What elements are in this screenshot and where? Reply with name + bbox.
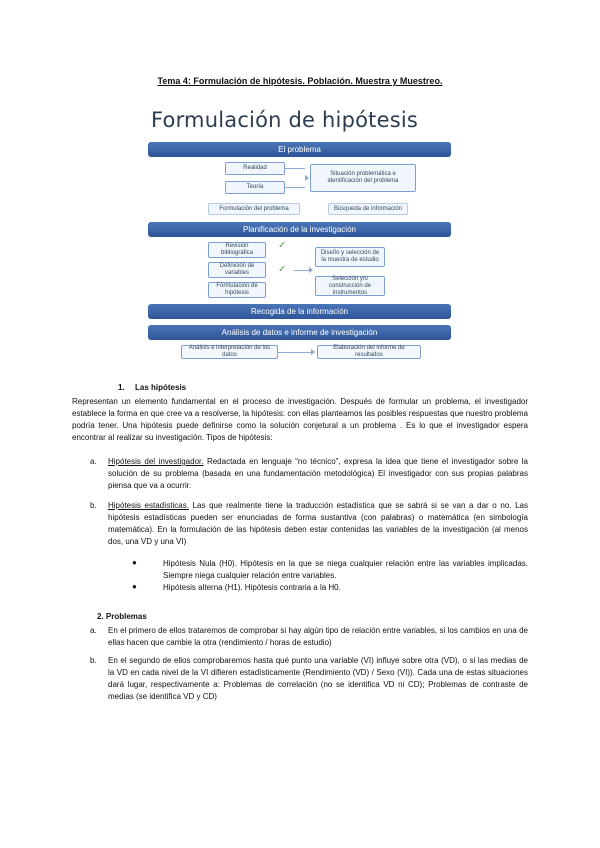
term-estadisticas: Hipótesis estadísticas. bbox=[108, 501, 189, 510]
problem-contrast: En el segundo de ellos comprobaremos hasta qué punto una variable (VI) influye sobre otra (VD), o si las medias de la VD en cada nivel de la VI difieren estadísticamente (Rendimiento (VD) / Sexo (VI)). Cada una de estas situaciones dará lugar, respectivamente a: Problemas de correlación (no se identifica VD ni CD); Problemas de contraste de medias (se identifica VD y CD) bbox=[108, 656, 528, 701]
term-investigador: Hipótesis del investigador. bbox=[108, 457, 204, 466]
section1-heading: Las hipótesis bbox=[135, 383, 187, 392]
list-marker-b: b. bbox=[90, 501, 97, 510]
box-analisis-interpretacion: Análisis e interpretación de los datos bbox=[181, 345, 278, 359]
check-icon: ✓ bbox=[278, 240, 287, 251]
hypothesis-statistical bbox=[108, 500, 528, 548]
connector bbox=[278, 352, 313, 353]
bar-el-problema: El problema bbox=[148, 142, 451, 157]
box-formulacion-problema: Formulación del problema bbox=[208, 203, 300, 215]
box-teoria: Teoría bbox=[225, 181, 285, 194]
box-definicion: Definición de variables bbox=[208, 262, 266, 278]
list-marker-b2: b. bbox=[90, 656, 97, 665]
box-situacion: Situación problemática e identificación del problema bbox=[310, 164, 416, 192]
bar-analisis: Análisis de datos e informe de investigación bbox=[148, 325, 451, 340]
process-diagram bbox=[145, 104, 457, 366]
term-investigador-text: Redactada en lenguaje “no técnico”, expresa la idea que tiene el investigador sobre la solución de su problema (basada en una fundamentación metodológica) El investigador con sus propias palabras piensa que va a ocurrir. bbox=[108, 457, 528, 490]
box-realidad: Realidad bbox=[225, 162, 285, 175]
box-formulacion-hipotesis: Formulación de hipótesis bbox=[208, 282, 266, 298]
connector bbox=[294, 270, 309, 271]
list-marker-a: a. bbox=[90, 457, 97, 466]
section1-intro: Representan un elemento fundamental en el proceso de investigación. Después de formular un problema, el investigador establece la forma en que cree va a resolverse, la hipótesis: con ellas planteamos las posibles respuestas que nuestro problema podría tener. Una hipótesis puede definirse como la solución conjetural a un problema . Es lo que el investigador espera encontrar al realizar su investigación. Tipos de hipótesis: bbox=[72, 397, 528, 442]
hypothesis-investigator bbox=[108, 456, 528, 492]
term-estadisticas-text: Las que realmente tiene la traducción estadística que se sabrá si se van a dar o no. Las hipótesis estadísticas pueden ser enunciadas de forma sustantiva (con palabras) o matemática (en simbología matemática). En la formulación de las hipótesis deben estar contenidas las variables de la investigación (al menos dos, una VD y una VI) bbox=[108, 501, 528, 546]
bullet-hipotesis-alterna: Hipótesis alterna (H1). Hipótesis contraria a la H0. bbox=[163, 583, 341, 592]
problem-correlation: En el primero de ellos trataremos de comprobar si hay algún tipo de relación entre variables, si los cambios en una de ellas hacen que cambie la otra (rendimiento / horas de estudio) bbox=[108, 626, 528, 647]
bar-planificacion: Planificación de la investigación bbox=[148, 222, 451, 237]
list-marker-a2: a. bbox=[90, 626, 97, 635]
bullet-icon: ● bbox=[132, 558, 137, 567]
box-revision: Revisión bibliográfica bbox=[208, 242, 266, 258]
diagram-title: Formulación de hipótesis bbox=[151, 108, 419, 132]
check-icon: ✓ bbox=[278, 264, 287, 275]
bar-recogida: Recogida de la información bbox=[148, 304, 451, 319]
connector bbox=[285, 187, 305, 188]
box-elaboracion-informe: Elaboración del informe de resultados bbox=[317, 345, 421, 359]
bullet-hipotesis-nula: Hipótesis Nula (H0). Hipótesis en la que se niega cualquier relación entre las variables implicadas. Siempre niega cualquier relación entre variables. bbox=[163, 559, 528, 580]
box-busqueda: Búsqueda de información bbox=[328, 203, 408, 215]
bullet-icon: ● bbox=[132, 582, 137, 591]
section2-heading: 2. Problemas bbox=[97, 612, 147, 621]
arrow-icon bbox=[311, 349, 315, 355]
box-seleccion: Selección y/o construcción de instrumentos bbox=[315, 276, 385, 296]
box-diseno: Diseño y selección de la muestra de estudio bbox=[315, 247, 385, 267]
page-title: Tema 4: Formulación de hipótesis. Población. Muestra y Muestreo. bbox=[157, 76, 443, 86]
arrow-icon bbox=[309, 267, 313, 273]
arrow-icon bbox=[305, 175, 309, 181]
connector bbox=[285, 168, 305, 169]
section1-number: 1. bbox=[118, 383, 125, 392]
